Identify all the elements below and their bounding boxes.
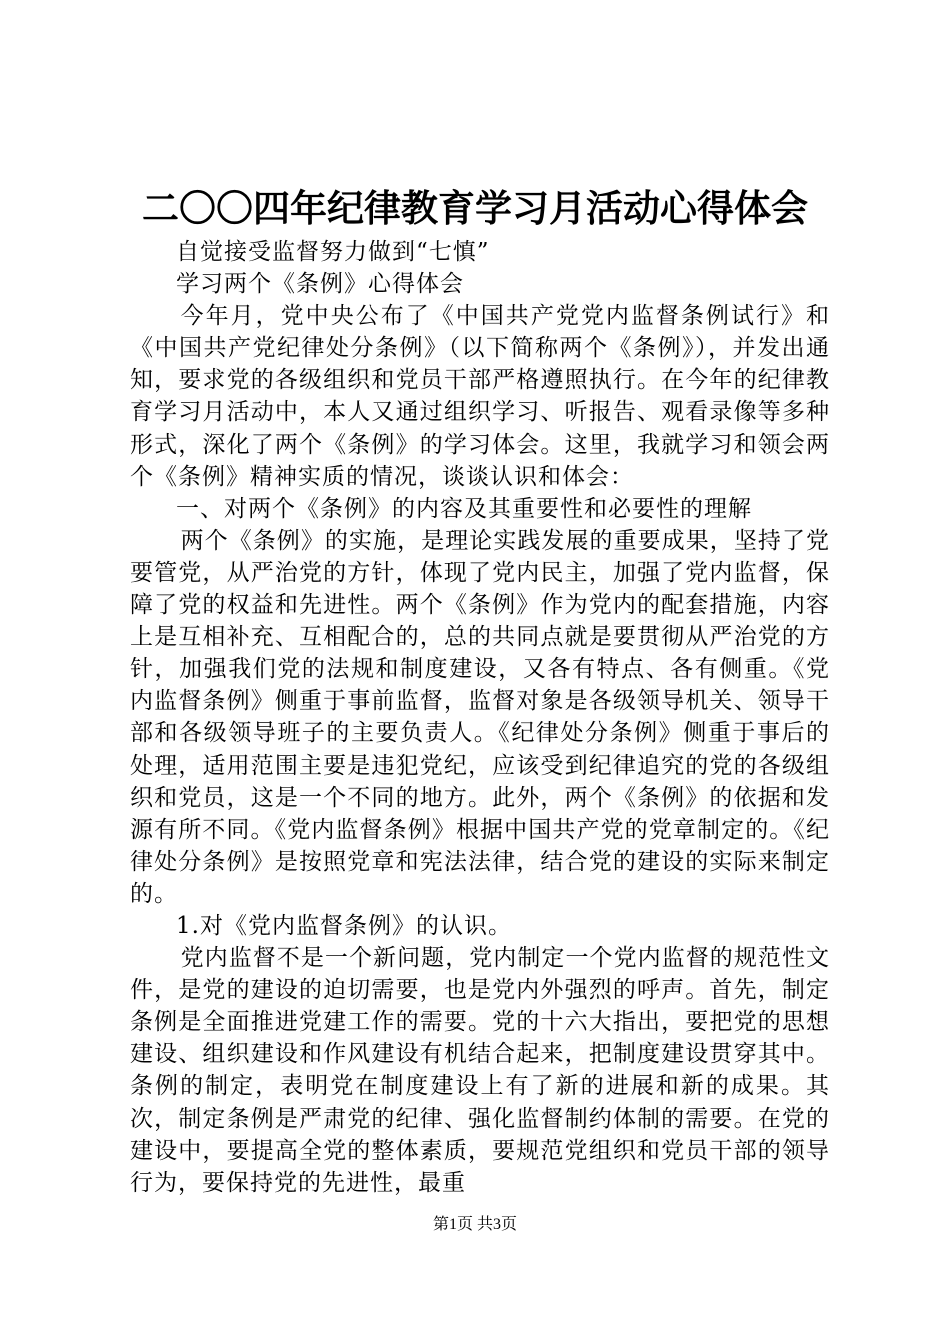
document-body xyxy=(130,236,830,1199)
paragraph-intro: 今年月，党中央公布了《中国共产党党内监督条例试行》和《中国共产党纪律处分条例》（以下简称两个《条例》），并发出通知，要求党的各级组织和党员干部严格遵照执行。在今年的纪律教育学习月活动中，本人又通过组织学习、听报告、观看录像等多种形式，深化了两个《条例》的学习体会。这里，我就学习和领会两个《条例》精神实质的情况，谈谈认识和体会： xyxy=(130,303,830,490)
paragraph-subsection-1: 党内监督不是一个新问题，党内制定一个党内监督的规范性文件，是党的建设的迫切需要，也是党内外强烈的呼声。首先，制定条例是全面推进党建工作的需要。党的十六大指出，要把党的思想建设、组织建设和作风建设有机结合起来，把制度建设贯穿其中。条例的制定，表明党在制度建设上有了新的进展和新的成果。其次，制定条例是严肃党的纪律、强化监督制约体制的需要。在党的建设中，要提高全党的整体素质，要规范党组织和党员干部的领导行为，要保持党的先进性，最重 xyxy=(130,945,830,1196)
section-heading-1: 一、对两个《条例》的内容及其重要性和必要性的理解 xyxy=(176,495,752,522)
paragraph-subtitle-2: 学习两个《条例》心得体会 xyxy=(176,271,464,298)
subsection-heading-1: 1.对《党内监督条例》的认识。 xyxy=(176,912,512,939)
paragraph-subtitle-1: 自觉接受监督努力做到“七慎” xyxy=(176,239,490,265)
page-footer: 第1页 共3页 xyxy=(432,1216,517,1233)
paragraph-section-1: 两个《条例》的实施，是理论实践发展的重要成果，坚持了党要管党，从严治党的方针，体现了党内民主，加强了党内监督，保障了党的权益和先进性。两个《条例》作为党内的配套措施，内容上是互相补充、互相配合的，总的共同点就是要贯彻从严治党的方针，加强我们党的法规和制度建设，又各有特点、各有侧重。《党内监督条例》侧重于事前监督，监督对象是各级领导机关、领导干部和各级领导班子的主要负责人。《纪律处分条例》侧重于事后的处理，适用范围主要是违犯党纪，应该受到纪律追究的党的各级组织和党员，这是一个不同的地方。此外，两个《条例》的依据和发源有所不同。《党内监督条例》根据中国共产党的党章制定的。《纪律处分条例》是按照党章和宪法法律，结合党的建设的实际来制定的。 xyxy=(130,527,830,907)
document-title: 二〇〇四年纪律教育学习月活动心得体会 xyxy=(142,187,808,230)
